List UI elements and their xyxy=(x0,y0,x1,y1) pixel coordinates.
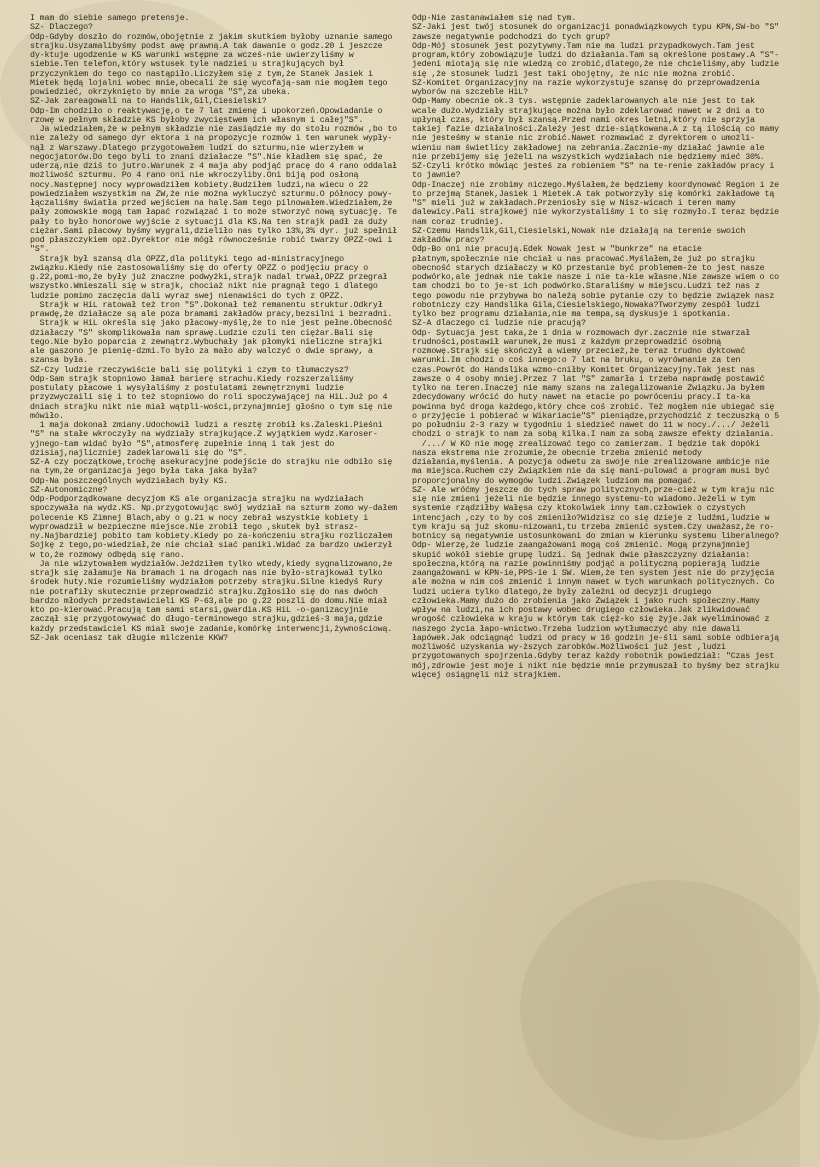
paragraph: SZ-Jaki jest twój stosunek do organizacji ponadwiązkowych typu KPN,SW-bo "S" zawsze negatywnie podchodzi do tych grup? xyxy=(412,23,784,42)
paragraph: Odp-Sam strajk stopniowo łamał barierę strachu.Kiedy rozszerzaliśmy postulaty płacowe i wysyłaliśmy z postulatami zewnętrznymi ludzie przyzwyczaili się i to też stopniowo do roli spoczywającej na HiL.Już po 4 dniach strajku nikt nie miał wątpli-wości,przynajmniej głośno o tym się nie mówiło. xyxy=(30,374,398,421)
paragraph: Odp-Mamy obecnie ok.3 tys. wstępnie zadeklarowanych ale nie jest to tak wcale dużo.Wydziały strajkujące można było zdeklarować nawet w 2 dni a to upłynął czas, który był szansą.Przed nami okres letni,który nie sprzyja takiej fazie działalności.Zależy jest dzie-siątkowana.A z tą ilością co mamy nie jesteśmy w stanie nic zrobić.Nawet rozmawiać z dyrektorem o umożli-wieniu nam świetlicy zakładowej na zebrania.Zacznie-my działać jawnie ale nie przebijemy się jeżeli na wszystkich wydziałach nie będziemy mieć 30%. xyxy=(412,97,784,162)
paragraph: SZ-Jak oceniasz tak długie milczenie KKW? xyxy=(30,633,228,643)
paragraph: Strajk był szansą dla OPZZ,dla polityki tego ad-ministracyjnego związku.Kiedy nie zastosowaliśmy się do oferty OPZZ o podjęciu pracy o g.22,pomi-mo,że były już znaczne podwyżki,strajk nadal trwał,OPZZ przegrał wszystko.Wmieszali się w strajk, chociaż nikt nie pragnął tego i dlatego ludzie pomimo zaczęcia dali wyraz swej nienawiści do tych z OPZZ. xyxy=(30,254,393,301)
paragraph: SZ-A czy początkowe,trochę asekuracyjne podejście do strajku nie odbiło się na tym,że organizacja jego była taka jaka była? xyxy=(30,458,398,477)
paragraph: Odp-Podporządkowane decyzjom KS ale organizacja strajku na wydziałach spoczywała na wydz.KS. Np.przygotowując swój wydział na szturm zomo wy-dałem polecenie KS Zimnej Blach,aby o g.21 w nocy zebrał wszystkie kobiety i wyprowadził w bezpieczne miejsce.Nie zrobił tego ,skutek był strasz-ny.Najbardziej pobito tam kobiety.Kiedy po za-kończeniu strajku rozliczałem Sojkę z tego,po-wiedział,że nie chciał siać paniki.Widać za bardzo uwierzył w to,że rozmowy odbędą się rano. xyxy=(30,495,402,560)
paragraph: Odp-Bo oni nie pracują.Edek Nowak jest w "bunkrze" na etacie płatnym,społecznie nie chciał u nas pracować.Myślałem,że już po strajku obecność starych działaczy w KO przestanie być problemem-że to jest nasze podwórko,ale jednak nie takie nasze i nie ta-kie własne.Nie zawsze wiem o co tam chodzi bo to je-st ich podwórko.Staraliśmy w miejscu.Ludzi też nas z tego powodu nie przybywa bo należą sobie pytanie czy to będzie związek nasz robotniczy czy Handslika Gila,Ciesielskiego,Nowaka?Tworzymy zespół ludzi tylko bez programu działania,nie ma tempa,są dyskusje i spotkania. xyxy=(412,245,784,319)
paragraph: Ja nie wizytowałem wydziałów.Jeździłem tylko wtedy,kiedy sygnalizowano,że strajk się załamuje Na bramach i na drogach nas nie było-strajkował tylko środek huty.Nie rozumieliśmy wydziałom potrzeby strajku.Silne kiedyś Rury nie potrafiły skutecznie przeprowadzić strajku.Zgłosiło się do nas dwóch bardzo młodych przedstawicieli KS P-63,ale po g.22 poszli do domu.Nie miał kto po-kierować.Pracują tam sami starsi,gwardia.KS HiL -o-ganizacyjnie zaczął się przygotowywać do długo-terminowego strajku,gdzieś-3 maja,gdzie każdy przedstawiciel KS miał swoje zadanie,komórkę interwencji,żywnościową. xyxy=(30,559,398,634)
paragraph: SZ- Ale wróćmy jeszcze do tych spraw politycznych,prze-cież w tym kraju nic się nie zmieni jeżeli nie będzie innego systemu-to wiadomo.Jeżeli w tym systemie rządziłby Wałęsa czy ktokolwiek inny tam.człowiek o czystych intencjach ,czy to by coś zmieniło?Widzisz co się dzieje z ludźmi,ludzie w tym kraju są już skomu-nizowani,tu trzeba zmienić system.Czy uważasz,że ro-botnicy są negatywnie ustosunkowani do zmian w kierunku systemu liberalnego? xyxy=(412,485,780,541)
paragraph: Odp-Gdyby doszło do rozmów,obojętnie z jakim skutkiem byłoby uznanie samego strajku.Usyzamalibyśmy podst awę prawną.A tak dawanie o godz.20 i jeszcze dy-ktuje ugodzenie w KS warunki wstępne za wcześ-nie uwierzyliśmy w siebie.Ten telefon,który wstusek tyle nadziei u strajkujących był przyczynkiem do tego co nastąpiło.Liczyłem się z tym,że Stanek Jasiek i Mietek będą lojalni wobec mnie,obecali że się wycofają-sam nie mogłem tego powiedzieć, okrzyknięto by mnie za wroga "S",za ubeka. xyxy=(30,32,398,97)
paragraph: Odp-Inaczej nie zrobimy niczego.Myślałem,że będziemy koordynować Region i że to przejmą Stanek,Jasiek i Mietek.A tak potworzyły się komórki zakładowe tą "S" mieli już w zakładach.Przeniosły się w Nisz-wicach i teren mamy dalewicy.Pali strajkowej nie wykorzystaliśmy i to się rozmyło.I teraz będzie nam coraz trudniej. xyxy=(412,180,784,227)
left-column xyxy=(30,14,402,1164)
paragraph: Ja wiedziałem,że w pełnym składzie nie zasiądzie my do stołu rozmów ,bo to nie zależy od samego dyr ektora i na propozycje rozmów i ten warunek wypły-nął z Warszawy.Dlatego przygotowałem ludzi do szturmu,nie wierzyłem w negocjatorów.Do tego byli to znani działacze "S".Nie kładłem się spać, że uderzą,nie dziś to jutro.Warunek z 4 maja aby podjąć pracę do 4 rano oddalał możliwość szturmu. Po 4 rano oni nie wkroczyliby.Oni biją pod osłoną nocy.Następnej nocy wyprowadziłem kobiety.Budziłem ludzi,na wiecu o 22 powiedziałem wszystkim na ZW,że nie można wykluczyć szturmu.O północy powy-łączaliśmy światła przed wejściem na halę.Sam tego pilnowałem.Wiedziałem,że pały zomowskie mogą tam łapać rozwiązać i to może stworzyć nową sytuację. Te pały to było honorowe wyjście z sytuacji dla KS.Na ten strajk padł za duży ciężar.Sami płacowy byśmy wygrali,dzieliło nas tylko 13%,3% dyr. już spełnił pod płaszczykiem opz.Dyrektor nie mógł równocześnie robić twarzy OPZZ-owi i "S". xyxy=(30,125,402,255)
paragraph: Odp-Im chodziło o reaktywację,o te 7 lat zmienę i upokorzeń.Opowiadanie o rzowę w pełnym składzie KS byłoby zwycięstwem ich własnym i całej"S". xyxy=(30,106,388,125)
paragraph: SZ-Autonomiczne? xyxy=(30,485,108,495)
paragraph: SZ-Jak zareagowali na to Handslik,Gil,Ciesielski? xyxy=(30,97,267,107)
paragraph: /.../ W KO nie mogę zrealizować tego co zamierzam. I będzie tak dopóki nasza ekstrema nie zrozumie,że obecnie trzeba zmienić metody działania,myślenia. A pozycja odwetu za swoje nie zrealizowane ambicje nie ma miejsca.Ruchem czy Związkiem nie da się mani-pulować a program musi być proporcjonalny do wymogów ludzi.Związek ludziom ma pomagać. xyxy=(412,439,775,486)
paragraph: SZ-Czyli krótko mówiąc jesteś za robieniem "S" na te-renie zakładów pracy i to jawnie? xyxy=(412,162,780,181)
paragraph: Odp- Wierzę,że ludzie zaangażowani mogą coś zmienić. Mogą przynajmniej skupić wokół siebie grupę ludzi. Są jednak dwie płaszczyzny działania: społeczna,którą na razie powinniśmy podjąć a polityczną popierają ludzie zaangażowani w KPN-ie,PPS-ie i SW. Wiem,że ten system jest nie do przyjęcia ale można w nim coś zmienić i innym nawet w tych warunkach politycznych. Co ludzi uciera tylko dlatego,że były zależni od decyzji drugiego człowieka.Mamy dużo do zrobienia jako Związek i jako ruch społeczny.Mamy wpływ na ludzi,na ich postawy wobec drugiego człowieka.Jak zlikwidować wrogość człowieka w kraju w którym tak cięż-ko się żyje.Jak wyeliminować z naszego życia łapo-wnictwo.Trzeba ludziom wytłumaczyć aby nie dawali łapówek.Jak odciągnąć ludzi od pracy w 16 godzin je-śli sami sobie odbierają możliwość uzyskania wy-ższych zarobków.Możliwości już jest ,ludzi przygotowanych spojrzenia.Gdyby teraz każdy robotnik powiedział: "Czas jest mój,zdrowie jest moje i nikt nie będzie mnie przymuszał to byśmy bez strajku więcej osiągnęli niż strajkiem. xyxy=(412,541,784,680)
paragraph: SZ- Dlaczego? xyxy=(30,23,93,33)
paragraph: Strajk w HiL ratował też tron "S".Dokonał też remanentu struktur.Odkrył prawdę,że działacze są ale poza bramami zakładów pracy,bezsilni i bezradni. xyxy=(30,300,393,319)
right-column xyxy=(412,14,784,1164)
paragraph: Odp- Sytuacja jest taka,że 1 dnia w rozmowach dyr.zacznie nie stwarzał trudności,postawił warunek,że musi z każdym przeprowadzić osobną rozmowę.Strajk się skończył a wiemy przecież,że teraz trudno dyktować warunki.Im chodzi o coś innego:o 7 lat na bruku, o wyrównanie za ten czas.Powrót do Handslika wzmo-cniłby Komitet Organizacyjny.Tak jest nas zawsze o 4 osoby mniej.Przez 7 lat "S" zamarła i trzeba naprawdę postawić tylko na teren.Inaczej nie mamy szans na zalegalizowanie Związku.Ja byłem zdecydowany wrócić do huty nawet na etacie po powróceniu pracy.I ta-ka powinna być droga każdego,który chce coś zrobić. Też mogłem nie ubiegać się o przyjęcie i pobierać w Wikariacie"S" pieniądze,przychodzić z teczuszką o 5 po południu 2-3 razy w tygodniu i siedzieć nawet do 11 w nocy./.../ Jeżeli chodzi o strajk to nam za sobą kilka.I nam za sobą zawsze efekty działania. xyxy=(412,328,784,440)
paragraph: 1 maja dokonał zmiany.Udochowił ludzi a resztę zrobił ks.Zaleski.Pieśni "S" na stałe wkroczyły na wydziały strajkujące.Z wyjątkiem wydz.Karoser-yjnego-tam widać było "S",atmosferę zupełnie inną i tak jest do dzisiaj,najliczniej zadeklarowali się do "S". xyxy=(30,421,388,458)
paragraph: SZ-Czemu Handslik,Gil,Ciesielski,Nowak nie działają na terenie swoich zakładów pracy? xyxy=(412,226,751,245)
paragraph: Odp-Na poszczególnych wydziałach były KS. xyxy=(30,476,228,486)
paragraph: Strajk w HiL określa się jako płacowy-myślę,że to nie jest pełne.Obecność działaczy "S" skomplikowała nam sprawę.Ludzie czuli ten ciężar.Bali się tego.Nie było poparcia z zewnątrz.Wybuchały jak płomyki nieliczne strajki ale gaszono je pienię-dzmi.To było za mało aby walczyć o dwie sprawy, a szansa była. xyxy=(30,319,398,366)
paragraph: I mam do siebie samego pretensje. xyxy=(30,14,190,23)
paragraph: Odp-Nie zastanawiałem się nad tym. xyxy=(412,14,577,23)
paragraph: Odp-Mój stosunek jest pozytywny.Tam nie ma ludzi przypadkowych.Tam jest program,który zobowiązuje ludzi do działania.Tam są określone postawy.A "S"-jedeni miotają się nie wiedzą co zrobić,dlatego,że nie chcieliśmy,aby ludzie się ,że stosunek ludzi jest taki obojętny, że nic nie można zrobić. xyxy=(412,41,784,79)
paragraph: SZ-Czy ludzie rzeczywiście bali się polityki i czym to tłumaczysz? xyxy=(30,365,349,375)
paragraph: SZ-A dlaczego ci ludzie nie pracują? xyxy=(412,319,586,329)
paragraph: SZ-Komitet Organizacyjny na razie wykorzystuje szansę do przeprowadzenia wyborów na szczeble HiL? xyxy=(412,78,765,97)
